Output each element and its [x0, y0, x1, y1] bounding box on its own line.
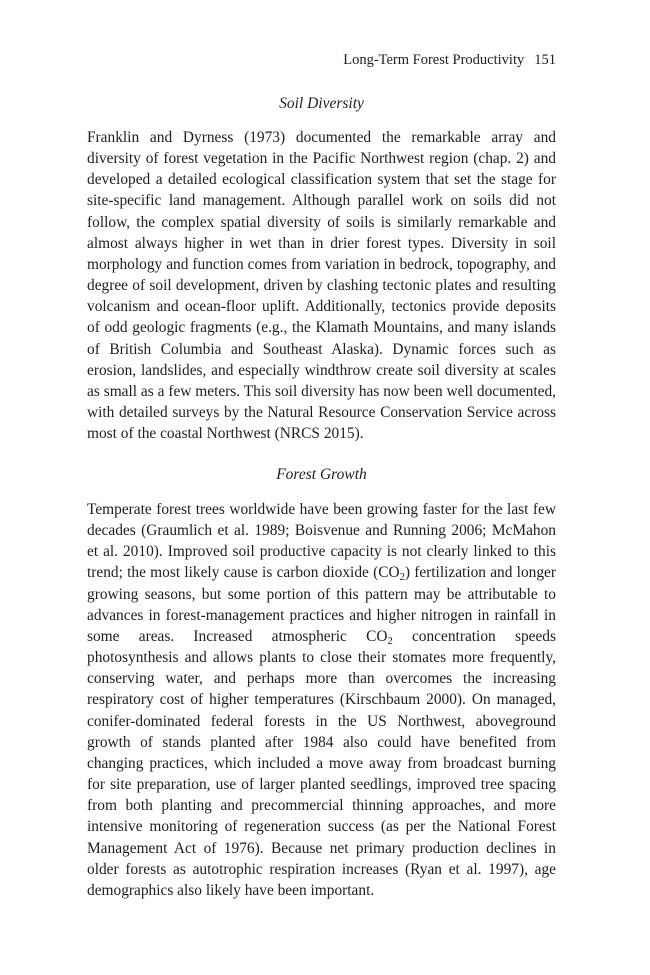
running-head	[343, 51, 556, 69]
subscript: 2	[387, 636, 393, 648]
running-head-title: Long-Term Forest Productivity	[343, 52, 525, 68]
paragraph-text: ) fertilization and longer growing seasons, but some portion of this pattern may be attributable to advances in forest-management practices and higher nitrogen in rainfall in some areas. Increased atmospheric CO	[87, 564, 557, 645]
paragraph-forest-growth	[87, 499, 556, 901]
page-number: 151	[534, 52, 556, 68]
paragraph-text: concentration speeds photosynthesis and allows plants to close their stomates more frequently, conserving water, and perhaps more than overcomes the increasing respiratory cost of higher temperatures (Kirschbaum 2000). On managed, conifer-dominated federal forests in the US Northwest, aboveground growth of stands planted after 1984 also could have benefited from changing practices, which included a move away from broadcast burning for site preparation, use of larger planted seedlings, improved tree spacing from both planting and precommercial thinning approaches, and more intensive monitoring of regeneration success (as per the National Forest Management Act of 1976). Because net primary production declines in older forests as autotrophic respiration increases (Ryan et al. 1997), age demographics also likely have been important.	[87, 627, 556, 899]
paragraph-soil-diversity: Franklin and Dyrness (1973) documented the remarkable array and diversity of forest vegetation in the Pacific Northwest region (chap. 2) and developed a detailed ecological classification system that set the stage for site-specific land management. Although parallel work on soils did not follow, the complex spatial diversity of soils is similarly remarkable and almost always higher in wet than in drier forest types. Diversity in soil morphology and function comes from variation in bedrock, topography, and degree of soil development, driven by clashing tectonic plates and resulting volcanism and ocean-floor uplift. Additionally, tectonics provide deposits of odd geologic fragments (e.g., the Klamath Mountains, and many islands of British Columbia and Southeast Alaska). Dynamic forces such as erosion, landslides, and especially windthrow create soil diversity at scales as small as a few meters. This soil diversity has now been well documented, with detailed surveys by the Natural Resource Conservation Service across most of the coastal Northwest (NRCS 2015).	[87, 129, 556, 443]
subscript: 2	[399, 572, 405, 584]
section-heading-forest-growth: Forest Growth	[276, 466, 367, 483]
paragraph-text: Temperate forest trees worldwide have been growing faster for the last few decades (Graumlich et al. 1989; Boisvenue and Running 2006; McMahon et al. 2010). Improved soil productive capacity is not clearly linked to this trend; the most likely cause is carbon dioxide (CO	[87, 501, 556, 582]
section-heading-soil-diversity: Soil Diversity	[279, 95, 364, 112]
